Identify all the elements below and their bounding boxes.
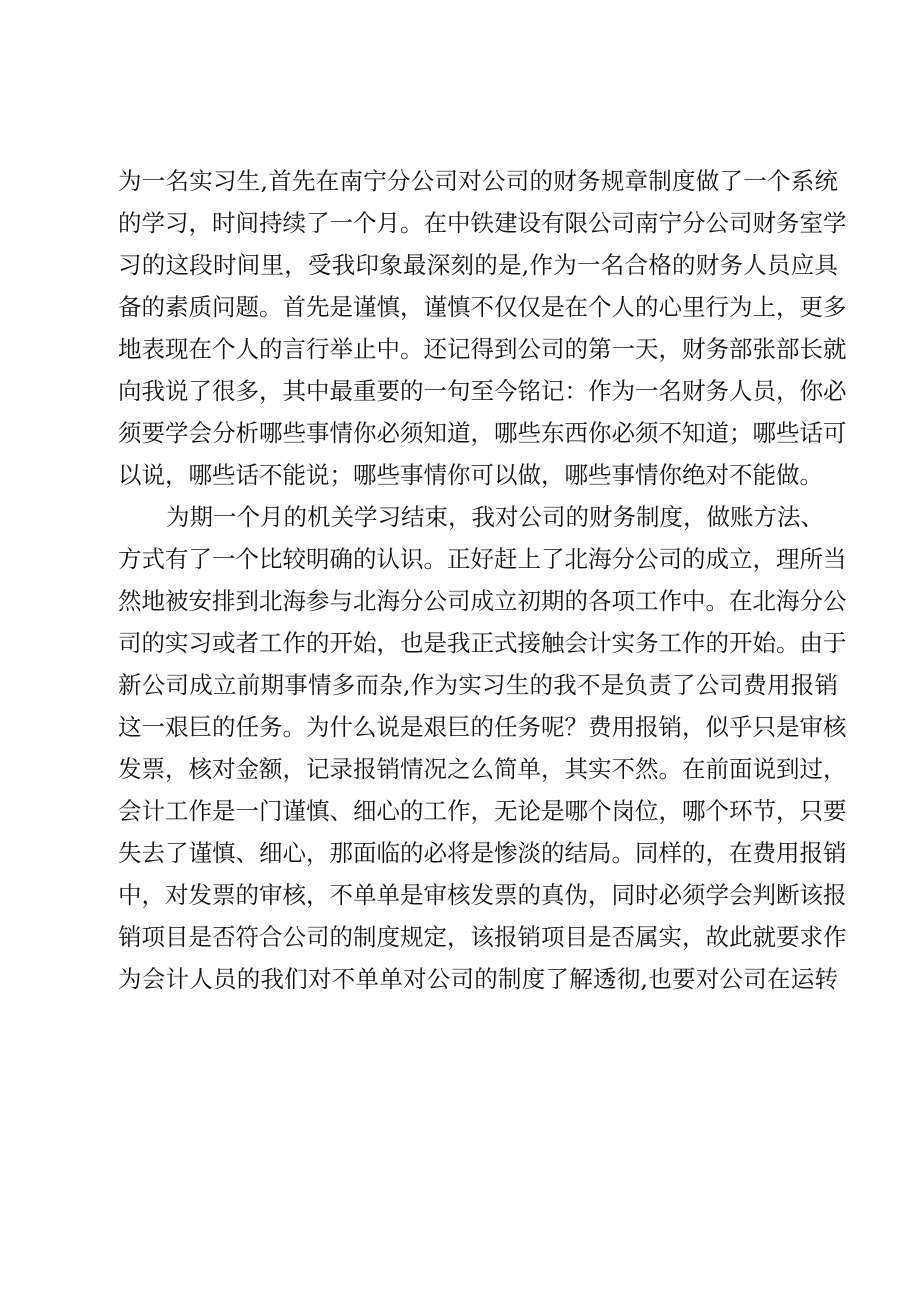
text-line: 中，对发票的审核，不单单是审核发票的真伪，同时必须学会判断该报 <box>118 881 847 909</box>
text-line: 然地被安排到北海参与北海分公司成立初期的各项工作中。在北海分公 <box>118 587 847 615</box>
paragraph-1 <box>118 160 847 496</box>
body-text <box>118 160 847 1000</box>
text-line: 这一艰巨的任务。为什么说是艰巨的任务呢？费用报销，似乎只是审核 <box>118 713 847 741</box>
text-line: 的学习，时间持续了一个月。在中铁建设有限公司南宁分公司财务室学 <box>118 209 847 237</box>
text-line: 为期一个月的机关学习结束，我对公司的财务制度，做账方法、 <box>166 503 824 531</box>
text-line: 备的素质问题。首先是谨慎，谨慎不仅仅是在个人的心里行为上，更多 <box>118 293 847 321</box>
paragraph-2 <box>118 496 847 1000</box>
text-line: 习的这段时间里，受我印象最深刻的是,作为一名合格的财务人员应具 <box>118 251 838 279</box>
text-line: 会计工作是一门谨慎、细心的工作，无论是哪个岗位，哪个环节，只要 <box>118 797 847 825</box>
text-line: 司的实习或者工作的开始，也是我正式接触会计实务工作的开始。由于 <box>118 629 847 657</box>
text-line: 以说，哪些话不能说；哪些事情你可以做，哪些事情你绝对不能做。 <box>118 461 823 489</box>
text-line: 地表现在个人的言行举止中。还记得到公司的第一天，财务部张部长就 <box>118 335 847 363</box>
text-line: 销项目是否符合公司的制度规定，该报销项目是否属实，故此就要求作 <box>118 923 847 951</box>
text-line: 新公司成立前期事情多而杂,作为实习生的我不是负责了公司费用报销 <box>118 671 838 699</box>
text-line: 失去了谨慎、细心，那面临的必将是惨淡的结局。同样的，在费用报销 <box>118 839 847 867</box>
text-line: 发票，核对金额，记录报销情况之么简单，其实不然。在前面说到过， <box>118 755 847 783</box>
text-line: 为一名实习生,首先在南宁分公司对公司的财务规章制度做了一个系统 <box>118 167 838 195</box>
text-line: 向我说了很多，其中最重要的一句至今铭记：作为一名财务人员，你必 <box>118 377 847 405</box>
text-line: 为会计人员的我们对不单单对公司的制度了解透彻,也要对公司在运转 <box>118 965 838 993</box>
text-line: 须要学会分析哪些事情你必须知道，哪些东西你必须不知道；哪些话可 <box>118 419 847 447</box>
text-line: 方式有了一个比较明确的认识。正好赶上了北海分公司的成立，理所当 <box>118 545 847 573</box>
